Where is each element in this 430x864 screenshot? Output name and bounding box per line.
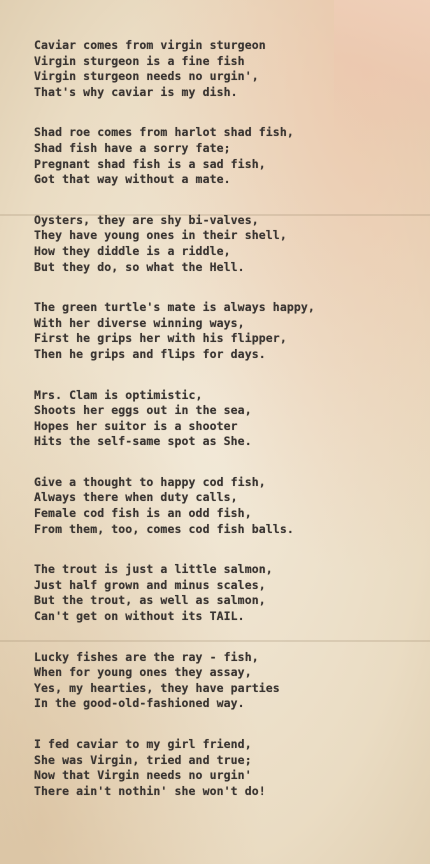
poem-line: Female cod fish is an odd fish, xyxy=(34,506,252,521)
poem-text xyxy=(34,38,426,824)
poem-line: Then he grips and flips for days. xyxy=(34,346,266,361)
stanza xyxy=(34,475,426,537)
poem-line: Just half grown and minus scales, xyxy=(34,577,266,592)
poem-line: Pregnant shad fish is a sad fish, xyxy=(34,156,266,171)
poem-line: There ain't nothin' she won't do! xyxy=(34,783,266,798)
poem-line: Yes, my hearties, they have parties xyxy=(34,680,280,695)
poem-line: The green turtle's mate is always happy, xyxy=(34,300,315,315)
poem-line: Caviar comes from virgin sturgeon xyxy=(34,38,266,52)
poem-line: In the good-old-fashioned way. xyxy=(34,696,245,711)
poem-line: Shad roe comes from harlot shad fish, xyxy=(34,125,294,140)
poem-line: But they do, so what the Hell. xyxy=(34,259,245,274)
poem-line: When for young ones they assay, xyxy=(34,665,252,680)
stanza xyxy=(34,562,426,624)
poem-line: With her diverse winning ways, xyxy=(34,315,245,330)
poem-line: First he grips her with his flipper, xyxy=(34,331,287,346)
stanza xyxy=(34,650,426,712)
poem-line: They have young ones in their shell, xyxy=(34,228,287,243)
poem-line: That's why caviar is my dish. xyxy=(34,84,238,99)
poem-line: Now that Virgin needs no urgin' xyxy=(34,768,252,783)
stanza xyxy=(34,213,426,275)
poem-line: Always there when duty calls, xyxy=(34,490,238,505)
poem-line: Give a thought to happy cod fish, xyxy=(34,474,266,489)
stanza xyxy=(34,38,426,100)
poem-line: Got that way without a mate. xyxy=(34,172,231,187)
poem-line: I fed caviar to my girl friend, xyxy=(34,737,252,751)
poem-line: Can't get on without its TAIL. xyxy=(34,609,245,624)
poem-line: Virgin sturgeon is a fine fish xyxy=(34,53,245,68)
stanza xyxy=(34,125,426,187)
poem-line: Lucky fishes are the ray - fish, xyxy=(34,649,259,664)
poem-line: Hopes her suitor is a shooter xyxy=(34,418,238,433)
poem-line: From them, too, comes cod fish balls. xyxy=(34,521,294,536)
poem-line: Mrs. Clam is optimistic, xyxy=(34,387,203,402)
poem-line: How they diddle is a riddle, xyxy=(34,243,231,258)
poem-line: Virgin sturgeon needs no urgin', xyxy=(34,69,259,84)
poem-line: Shoots her eggs out in the sea, xyxy=(34,403,252,418)
poem-line: But the trout, as well as salmon, xyxy=(34,593,266,608)
poem-line: Shad fish have a sorry fate; xyxy=(34,140,231,155)
stanza xyxy=(34,388,426,450)
poem-line: The trout is just a little salmon, xyxy=(34,562,273,577)
poem-line: Oysters, they are shy bi-valves, xyxy=(34,212,259,227)
poem-line: She was Virgin, tried and true; xyxy=(34,752,252,767)
poem-line: Hits the self-same spot as She. xyxy=(34,434,252,449)
stanza xyxy=(34,300,426,362)
stanza xyxy=(34,737,426,799)
